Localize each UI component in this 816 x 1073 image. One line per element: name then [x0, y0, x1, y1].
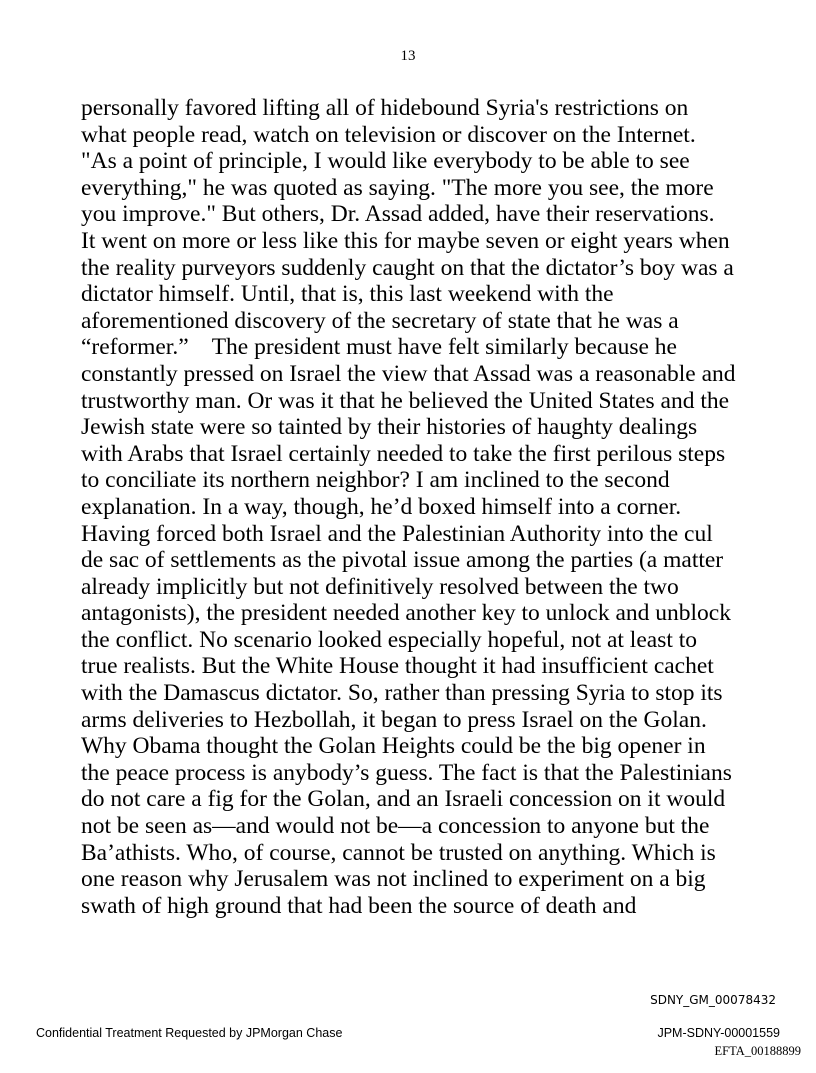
text-line: to conciliate its northern neighbor? I am inclined to the second [81, 467, 670, 494]
text-line: true realists. But the White House thought it had insufficient cachet [81, 653, 714, 680]
text-line: Jewish state were so tainted by their histories of haughty dealings [81, 414, 698, 441]
text-line: trustworthy man. Or was it that he believed the United States and the [81, 387, 730, 414]
text-line: “reformer.” The president must have felt similarly because he [81, 334, 677, 361]
bates-number-jpm: JPM-SDNY-00001559 [657, 1026, 780, 1040]
text-line: arms deliveries to Hezbollah, it began to press Israel on the Golan. [81, 706, 707, 733]
text-line: Having forced both Israel and the Palestinian Authority into the cul [81, 520, 713, 547]
text-line: personally favored lifting all of hidebound Syria's restrictions on [81, 95, 689, 121]
text-line: constantly pressed on Israel the view that Assad was a reasonable and [81, 360, 736, 387]
bates-number-gm: SDNY_GM_00078432 [650, 993, 776, 1007]
text-line: the peace process is anybody’s guess. The fact is that the Palestinians [81, 759, 732, 786]
text-line: "As a point of principle, I would like everybody to be able to see [81, 148, 690, 175]
page-number: 13 [400, 48, 416, 64]
text-line: Ba’athists. Who, of course, cannot be trusted on anything. Which is [81, 839, 716, 866]
confidential-notice: Confidential Treatment Requested by JPMorgan Chase [36, 1026, 343, 1040]
text-line: with Arabs that Israel certainly needed to take the first perilous steps [81, 440, 726, 467]
text-line: everything," he was quoted as saying. "The more you see, the more [81, 174, 714, 201]
text-line: aforementioned discovery of the secretary of state that he was a [81, 307, 679, 334]
text-line: do not care a fig for the Golan, and an Israeli concession on it would [81, 786, 726, 813]
text-line: Why Obama thought the Golan Heights could be the big opener in [81, 733, 706, 760]
text-line: de sac of settlements as the pivotal issue among the parties (a matter [81, 547, 724, 574]
text-line: the conflict. No scenario looked especially hopeful, not at least to [81, 626, 698, 653]
body-text [81, 95, 801, 919]
text-line: already implicitly but not definitively resolved between the two [81, 573, 679, 600]
text-line: you improve." But others, Dr. Assad added, have their reservations. [81, 201, 715, 228]
text-line: antagonists), the president needed another key to unlock and unblock [81, 600, 731, 627]
text-line: the reality purveyors suddenly caught on that the dictator’s boy was a [81, 254, 734, 281]
text-line: not be seen as—and would not be—a concession to anyone but the [81, 813, 710, 840]
text-line: with the Damascus dictator. So, rather than pressing Syria to stop its [81, 680, 723, 707]
text-line: It went on more or less like this for maybe seven or eight years when [81, 227, 730, 254]
efta-number: EFTA_00188899 [714, 1044, 801, 1058]
text-line: dictator himself. Until, that is, this last weekend with the [81, 281, 614, 308]
text-line: swath of high ground that had been the source of death and [81, 892, 637, 919]
text-line: what people read, watch on television or discover on the Internet. [81, 121, 696, 148]
text-line: one reason why Jerusalem was not inclined to experiment on a big [81, 866, 706, 893]
text-line: explanation. In a way, though, he’d boxed himself into a corner. [81, 493, 682, 520]
